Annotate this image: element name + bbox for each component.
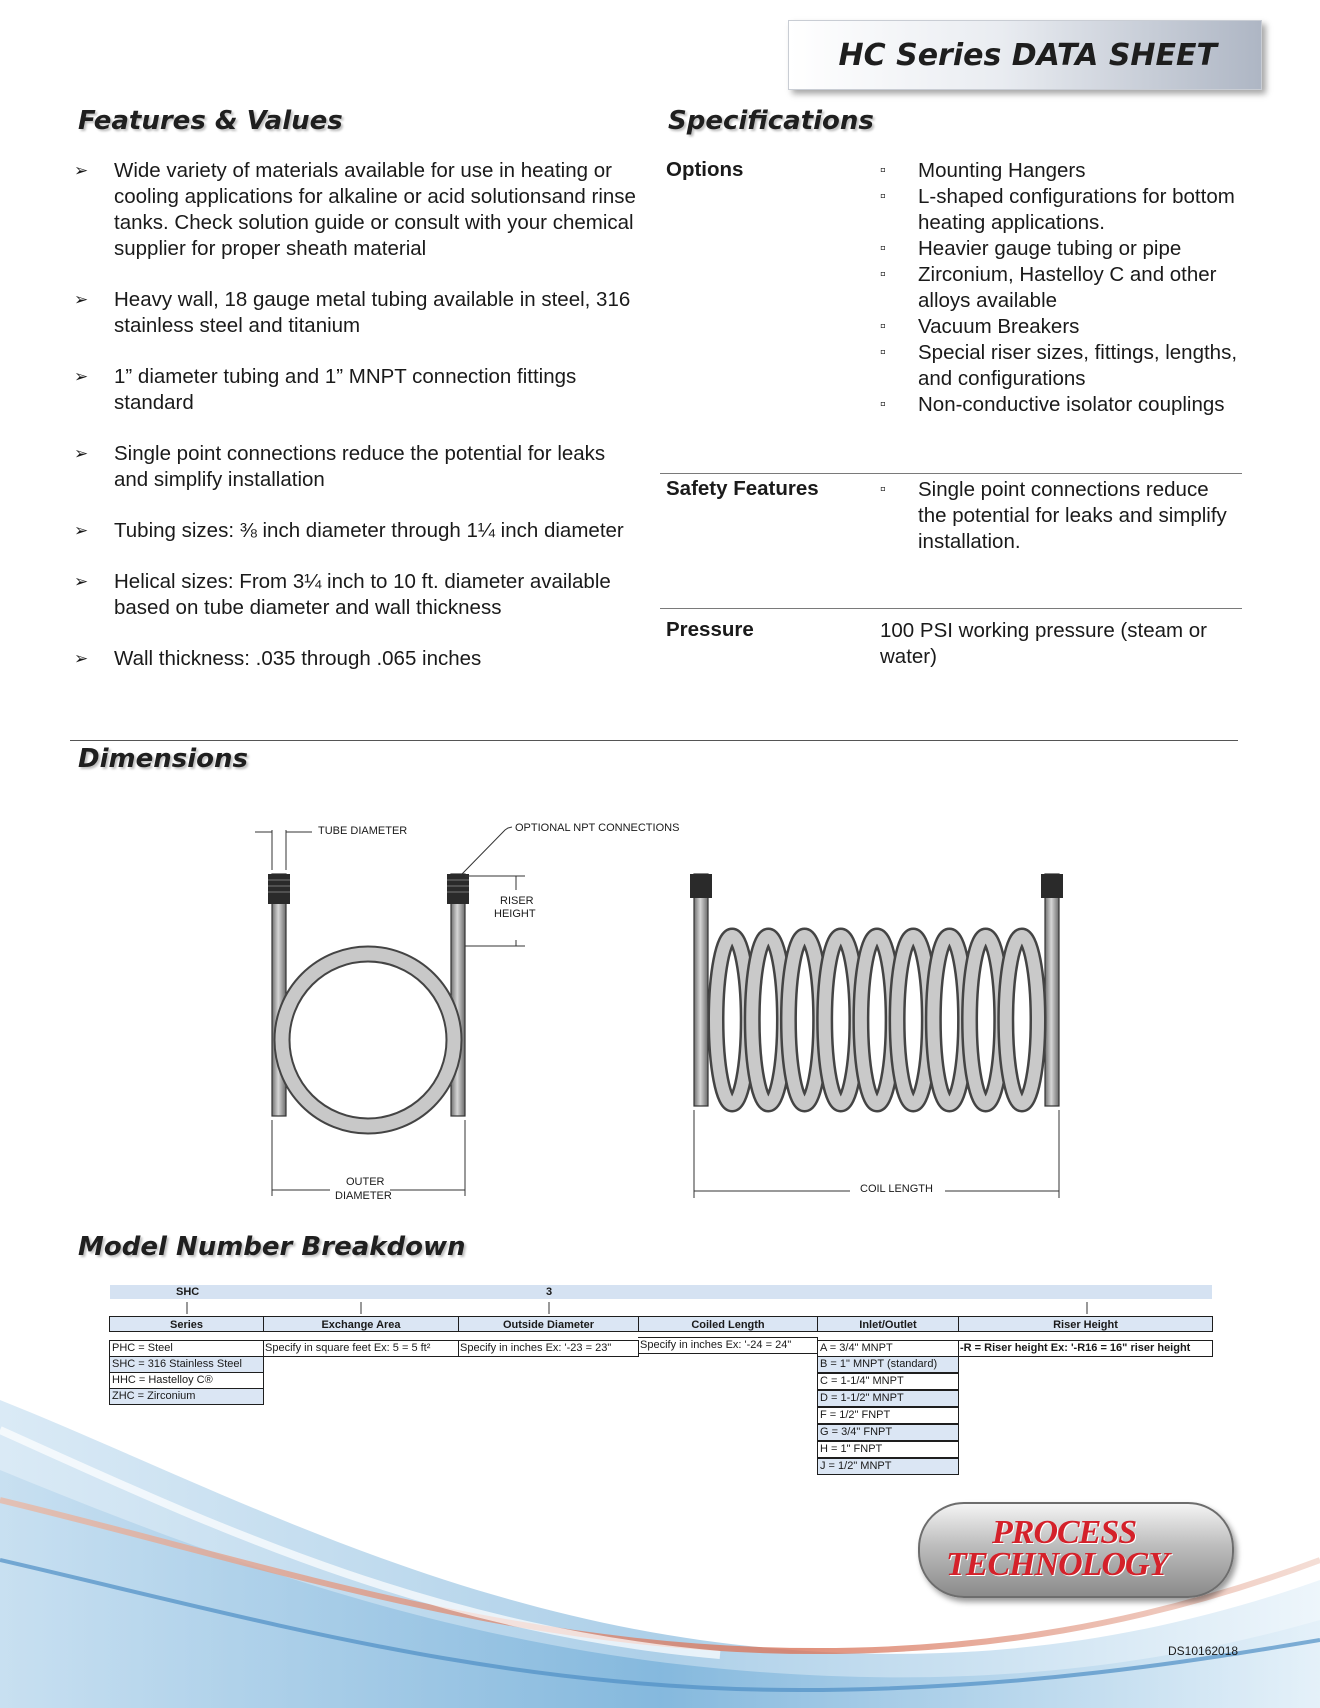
coil-loop — [933, 936, 965, 1104]
flat-coil-drawing — [268, 874, 469, 1126]
inlet-outlet-row: J = 1/2" MNPT — [817, 1458, 959, 1475]
model-example-area: 3 — [546, 1286, 553, 1298]
option-item: ▫ Heavier gauge tubing or pipe — [880, 236, 1250, 262]
datasheet-title: HC Series DATA SHEET — [838, 38, 1217, 73]
model-header-inlet-outlet: Inlet/Outlet — [817, 1316, 959, 1332]
riser-height-label: RISER — [500, 895, 534, 907]
coil-loop — [970, 936, 1002, 1104]
outside-diameter-cell: Specify in inches Ex: '-23 = 23" — [458, 1340, 639, 1357]
option-item: ▫ Special riser sizes, fittings, lengths, and configurations — [880, 340, 1250, 392]
feature-item: ➢ Wide variety of materials available for use in heating or cooling applications for alkaline or acid solutionsand rinse tanks. Check solution guide or consult with your chemical supplier for proper sheath material — [72, 158, 642, 262]
model-header-exchange-area: Exchange Area — [263, 1316, 459, 1332]
coil-loop — [752, 936, 784, 1104]
spec-divider — [660, 473, 1242, 474]
feature-item: ➢ Heavy wall, 18 gauge metal tubing available in steel, 316 stainless steel and titanium — [72, 287, 642, 339]
datasheet-header-tab — [788, 20, 1262, 90]
option-item: ▫ Vacuum Breakers — [880, 314, 1250, 340]
series-row: PHC = Steel — [109, 1340, 264, 1357]
spec-divider — [660, 608, 1242, 609]
features-heading: Features & Values — [78, 106, 343, 136]
model-header-coiled-length: Coiled Length — [638, 1316, 818, 1332]
model-heading: Model Number Breakdown — [78, 1232, 466, 1262]
model-example-series: SHC — [176, 1286, 200, 1298]
series-row: SHC = 316 Stainless Steel — [109, 1356, 264, 1373]
model-header-riser-height: Riser Height — [958, 1316, 1213, 1332]
model-header-outside-diameter: Outside Diameter — [458, 1316, 639, 1332]
option-item: ▫ Mounting Hangers — [880, 158, 1250, 184]
logo-line-1: PROCESS — [992, 1514, 1137, 1551]
document-id: DS10162018 — [1168, 1644, 1239, 1658]
safety-list — [880, 477, 1240, 555]
pressure-label: Pressure — [666, 618, 754, 641]
options-label: Options — [666, 158, 744, 181]
coil-loop — [825, 936, 857, 1104]
riser-height-cell: -R = Riser height Ex: '-R16 = 16" riser height — [958, 1340, 1213, 1357]
feature-item: ➢ Helical sizes: From 3¼ inch to 10 ft. diameter available based on tube diameter and wall thickness — [72, 569, 642, 621]
exchange-area-cell: Specify in square feet Ex: 5 = 5 ft² — [263, 1340, 459, 1357]
options-list — [880, 158, 1250, 418]
inlet-outlet-row: D = 1-1/2" MNPT — [817, 1390, 959, 1407]
coil-loop — [861, 936, 893, 1104]
safety-item: ▫ Single point connections reduce the potential for leaks and simplify installation. — [880, 477, 1240, 555]
tube-diameter-label: TUBE DIAMETER — [318, 825, 408, 837]
outer-diameter-label: OUTER — [346, 1176, 385, 1188]
coiled-length-cell: Specify in inches Ex: '-24 = 24" — [638, 1337, 818, 1354]
feature-item: ➢ Tubing sizes: ⅜ inch diameter through 1¼ inch diameter — [72, 518, 642, 544]
option-item: ▫ Zirconium, Hastelloy C and other alloys available — [880, 262, 1250, 314]
coil-diagram — [0, 790, 1320, 1210]
logo-line-2: TECHNOLOGY — [946, 1546, 1169, 1583]
safety-label: Safety Features — [666, 477, 819, 500]
model-header-series: Series — [109, 1316, 264, 1332]
series-row: ZHC = Zirconium — [109, 1388, 264, 1405]
inlet-outlet-row: B = 1" MNPT (standard) — [817, 1356, 959, 1373]
dimensions-heading: Dimensions — [78, 744, 248, 774]
pressure-value: 100 PSI working pressure (steam or water) — [880, 619, 1207, 668]
process-technology-logo — [918, 1502, 1234, 1598]
inlet-outlet-row: A = 3/4" MNPT — [817, 1340, 959, 1357]
optional-npt-label: OPTIONAL NPT CONNECTIONS — [515, 822, 680, 834]
section-divider — [70, 740, 1238, 741]
coil-loop — [897, 936, 929, 1104]
series-row: HHC = Hastelloy C® — [109, 1372, 264, 1389]
inlet-outlet-row: G = 3/4" FNPT — [817, 1424, 959, 1441]
riser-height-label-2: HEIGHT — [494, 908, 536, 920]
inlet-outlet-row: C = 1-1/4" MNPT — [817, 1373, 959, 1390]
feature-item: ➢ Single point connections reduce the potential for leaks and simplify installation — [72, 441, 642, 493]
coil-length-label: COIL LENGTH — [860, 1183, 933, 1195]
option-item: ▫ Non-conductive isolator couplings — [880, 392, 1250, 418]
model-example-bar — [110, 1285, 1212, 1299]
specifications-heading: Specifications — [668, 106, 874, 136]
option-item: ▫ L-shaped configurations for bottom heating applications. — [880, 184, 1250, 236]
feature-item: ➢ Wall thickness: .035 through .065 inches — [72, 646, 642, 672]
feature-item: ➢ 1” diameter tubing and 1” MNPT connection fittings standard — [72, 364, 642, 416]
coil-loop — [716, 936, 748, 1104]
outer-diameter-label-2: DIAMETER — [335, 1190, 392, 1202]
features-list — [72, 158, 642, 697]
coil-loop — [1006, 936, 1038, 1104]
coil-loop — [788, 936, 820, 1104]
helical-coil-drawing — [690, 874, 1063, 1106]
inlet-outlet-row: F = 1/2" FNPT — [817, 1407, 959, 1424]
inlet-outlet-row: H = 1" FNPT — [817, 1441, 959, 1458]
